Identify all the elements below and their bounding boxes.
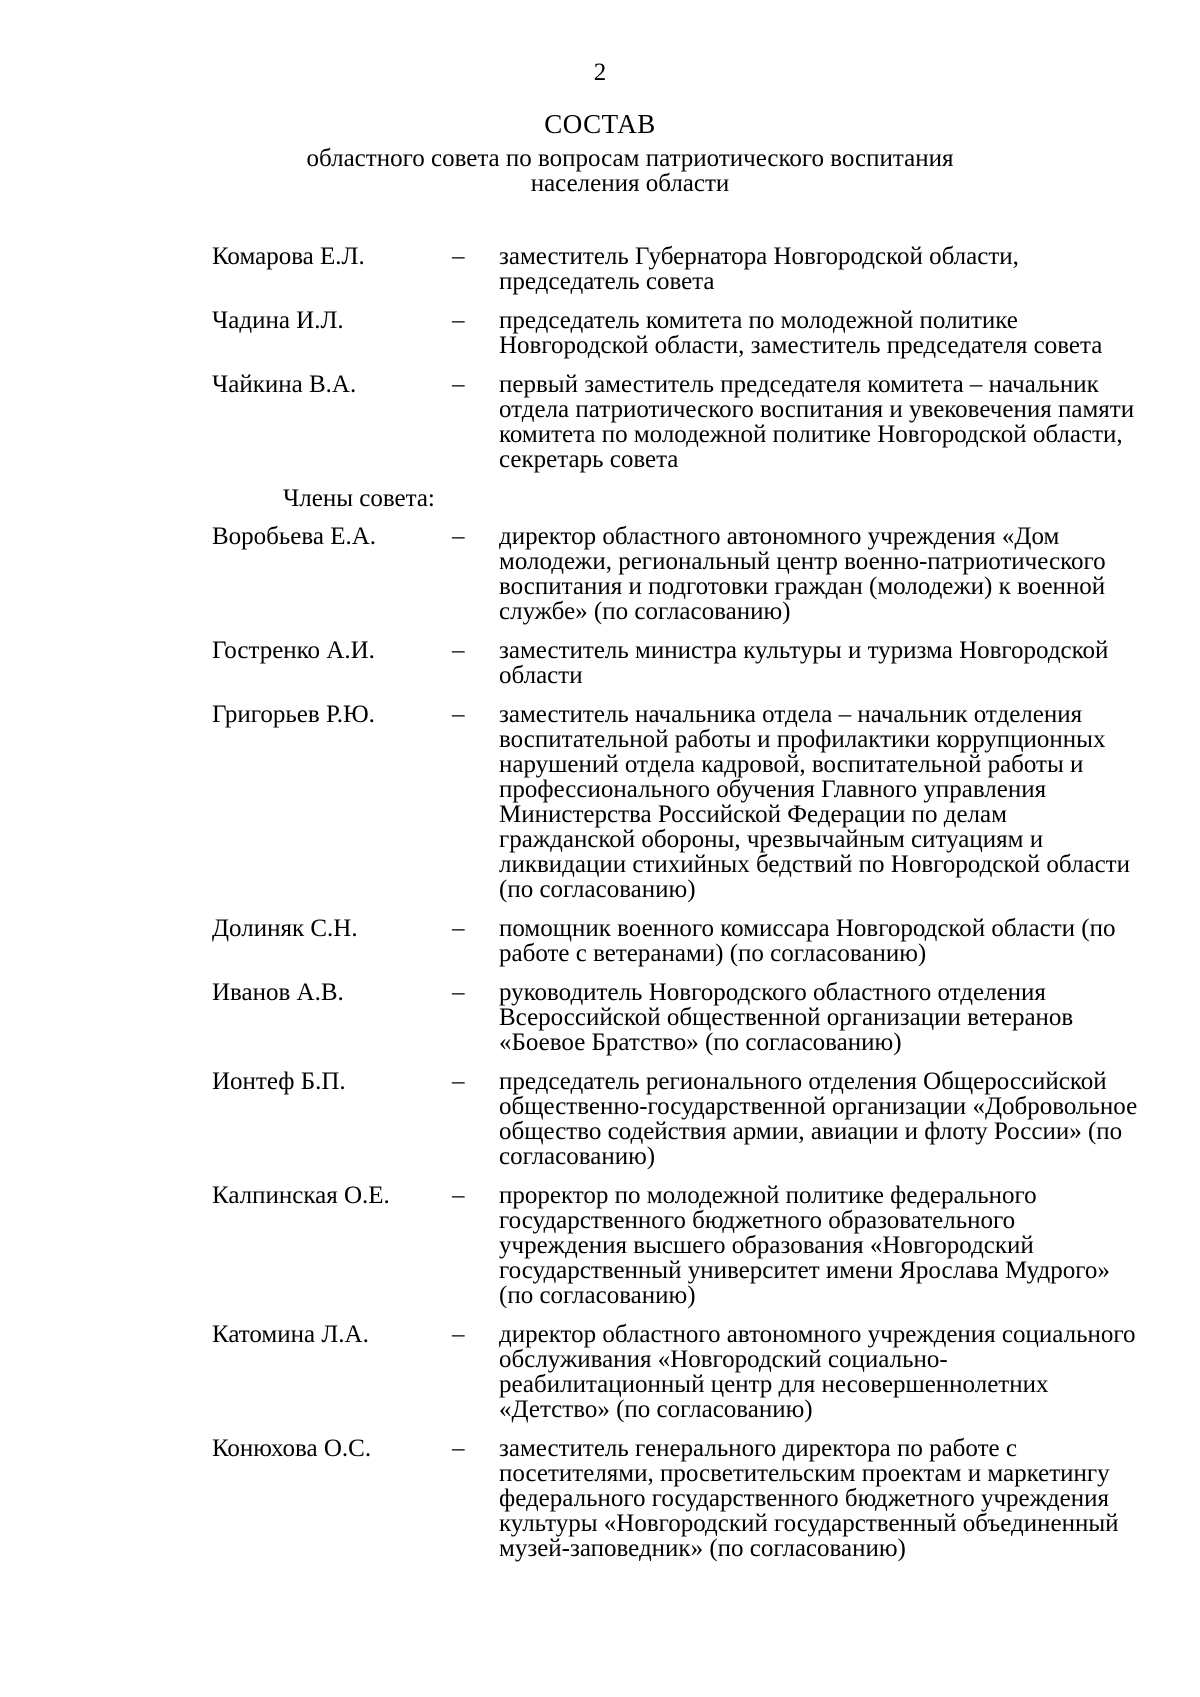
separator-dash: –: [452, 979, 465, 1006]
page-number: 2: [593, 59, 607, 86]
member-position: директор областного автономного учреждения социального обслуживания «Новгородский социально-реабилитационный центр для несовершеннолетних «Детство» (по согласованию): [499, 1321, 1136, 1423]
separator-dash: –: [452, 371, 465, 398]
member-row: [0, 702, 1200, 902]
separator-dash: –: [452, 1321, 465, 1348]
member-name: Конюхова О.С.: [212, 1435, 372, 1462]
member-row: [0, 1183, 1200, 1308]
member-row: [0, 1069, 1200, 1169]
member-position: заместитель генерального директора по работе с посетителями, просветительским проектам и маркетингу федерального государственного бюджетного учреждения культуры «Новгородский государственный объединенный музей-заповедник» (по согласованию): [499, 1435, 1119, 1562]
separator-dash: –: [452, 307, 465, 334]
member-row: [0, 916, 1200, 966]
council-secretary-row: [0, 372, 1200, 472]
council-composition-list: [0, 244, 1200, 1575]
member-name: Катомина Л.А.: [212, 1321, 369, 1348]
member-name: Калпинская О.Е.: [212, 1182, 390, 1209]
member-row: [0, 980, 1200, 1055]
member-name: Воробьева Е.А.: [212, 523, 377, 550]
council-deputy-chair-row: [0, 308, 1200, 358]
member-row: [0, 638, 1200, 688]
member-position: помощник военного комиссара Новгородской области (по работе с ветеранами) (по согласованию): [499, 915, 1116, 967]
member-name: Иванов А.В.: [212, 979, 344, 1006]
separator-dash: –: [452, 915, 465, 942]
member-name: Чайкина В.А.: [212, 371, 357, 398]
member-position: заместитель министра культуры и туризма Новгородской области: [499, 637, 1109, 689]
members-heading: Члены совета:: [283, 485, 435, 512]
member-row: [0, 1436, 1200, 1561]
member-name: Комарова Е.Л.: [212, 243, 365, 270]
member-position: проректор по молодежной политике федерального государственного бюджетного образовательного учреждения высшего образования «Новгородский государственный университет имени Ярослава Мудрого» (по согласованию): [499, 1182, 1110, 1309]
document-title: СОСТАВ: [544, 109, 656, 139]
member-row: [0, 1322, 1200, 1422]
member-name: Григорьев Р.Ю.: [212, 701, 375, 728]
separator-dash: –: [452, 1182, 465, 1209]
member-name: Долиняк С.Н.: [212, 915, 358, 942]
member-position: заместитель Губернатора Новгородской области, председатель совета: [499, 243, 1019, 295]
member-position: первый заместитель председателя комитета – начальник отдела патриотического воспитания и увековечения памяти комитета по молодежной политике Новгородской области, секретарь совета: [499, 371, 1135, 473]
separator-dash: –: [452, 637, 465, 664]
council-chair-row: [0, 244, 1200, 294]
separator-dash: –: [452, 1435, 465, 1462]
member-name: Гостренко А.И.: [212, 637, 375, 664]
member-position: директор областного автономного учреждения «Дом молодежи, региональный центр военно-патриотического воспитания и подготовки граждан (молодежи) к военной службе» (по согласованию): [499, 523, 1106, 625]
separator-dash: –: [452, 1068, 465, 1095]
separator-dash: –: [452, 523, 465, 550]
member-name: Чадина И.Л.: [212, 307, 344, 334]
member-position: заместитель начальника отдела – начальник отделения воспитательной работы и профилактики коррупционных нарушений отдела кадровой, воспитательной работы и профессионального обучения Главного управления Министерства Российской Федерации по делам гражданской обороны, чрезвычайным ситуациям и ликвидации стихийных бедствий по Новгородской области (по согласованию): [499, 701, 1130, 903]
member-row: [0, 524, 1200, 624]
member-position: руководитель Новгородского областного отделения Всероссийской общественной организации ветеранов «Боевое Братство» (по согласованию): [499, 979, 1074, 1056]
member-position: председатель регионального отделения Общероссийской общественно-государственной организации «Добровольное общество содействия армии, авиации и флоту России» (по согласованию): [499, 1068, 1138, 1170]
member-position: председатель комитета по молодежной политике Новгородской области, заместитель председателя совета: [499, 307, 1103, 359]
separator-dash: –: [452, 701, 465, 728]
member-name: Ионтеф Б.П.: [212, 1068, 346, 1095]
document-subtitle: областного совета по вопросам патриотического воспитания населения области: [306, 145, 954, 197]
separator-dash: –: [452, 243, 465, 270]
